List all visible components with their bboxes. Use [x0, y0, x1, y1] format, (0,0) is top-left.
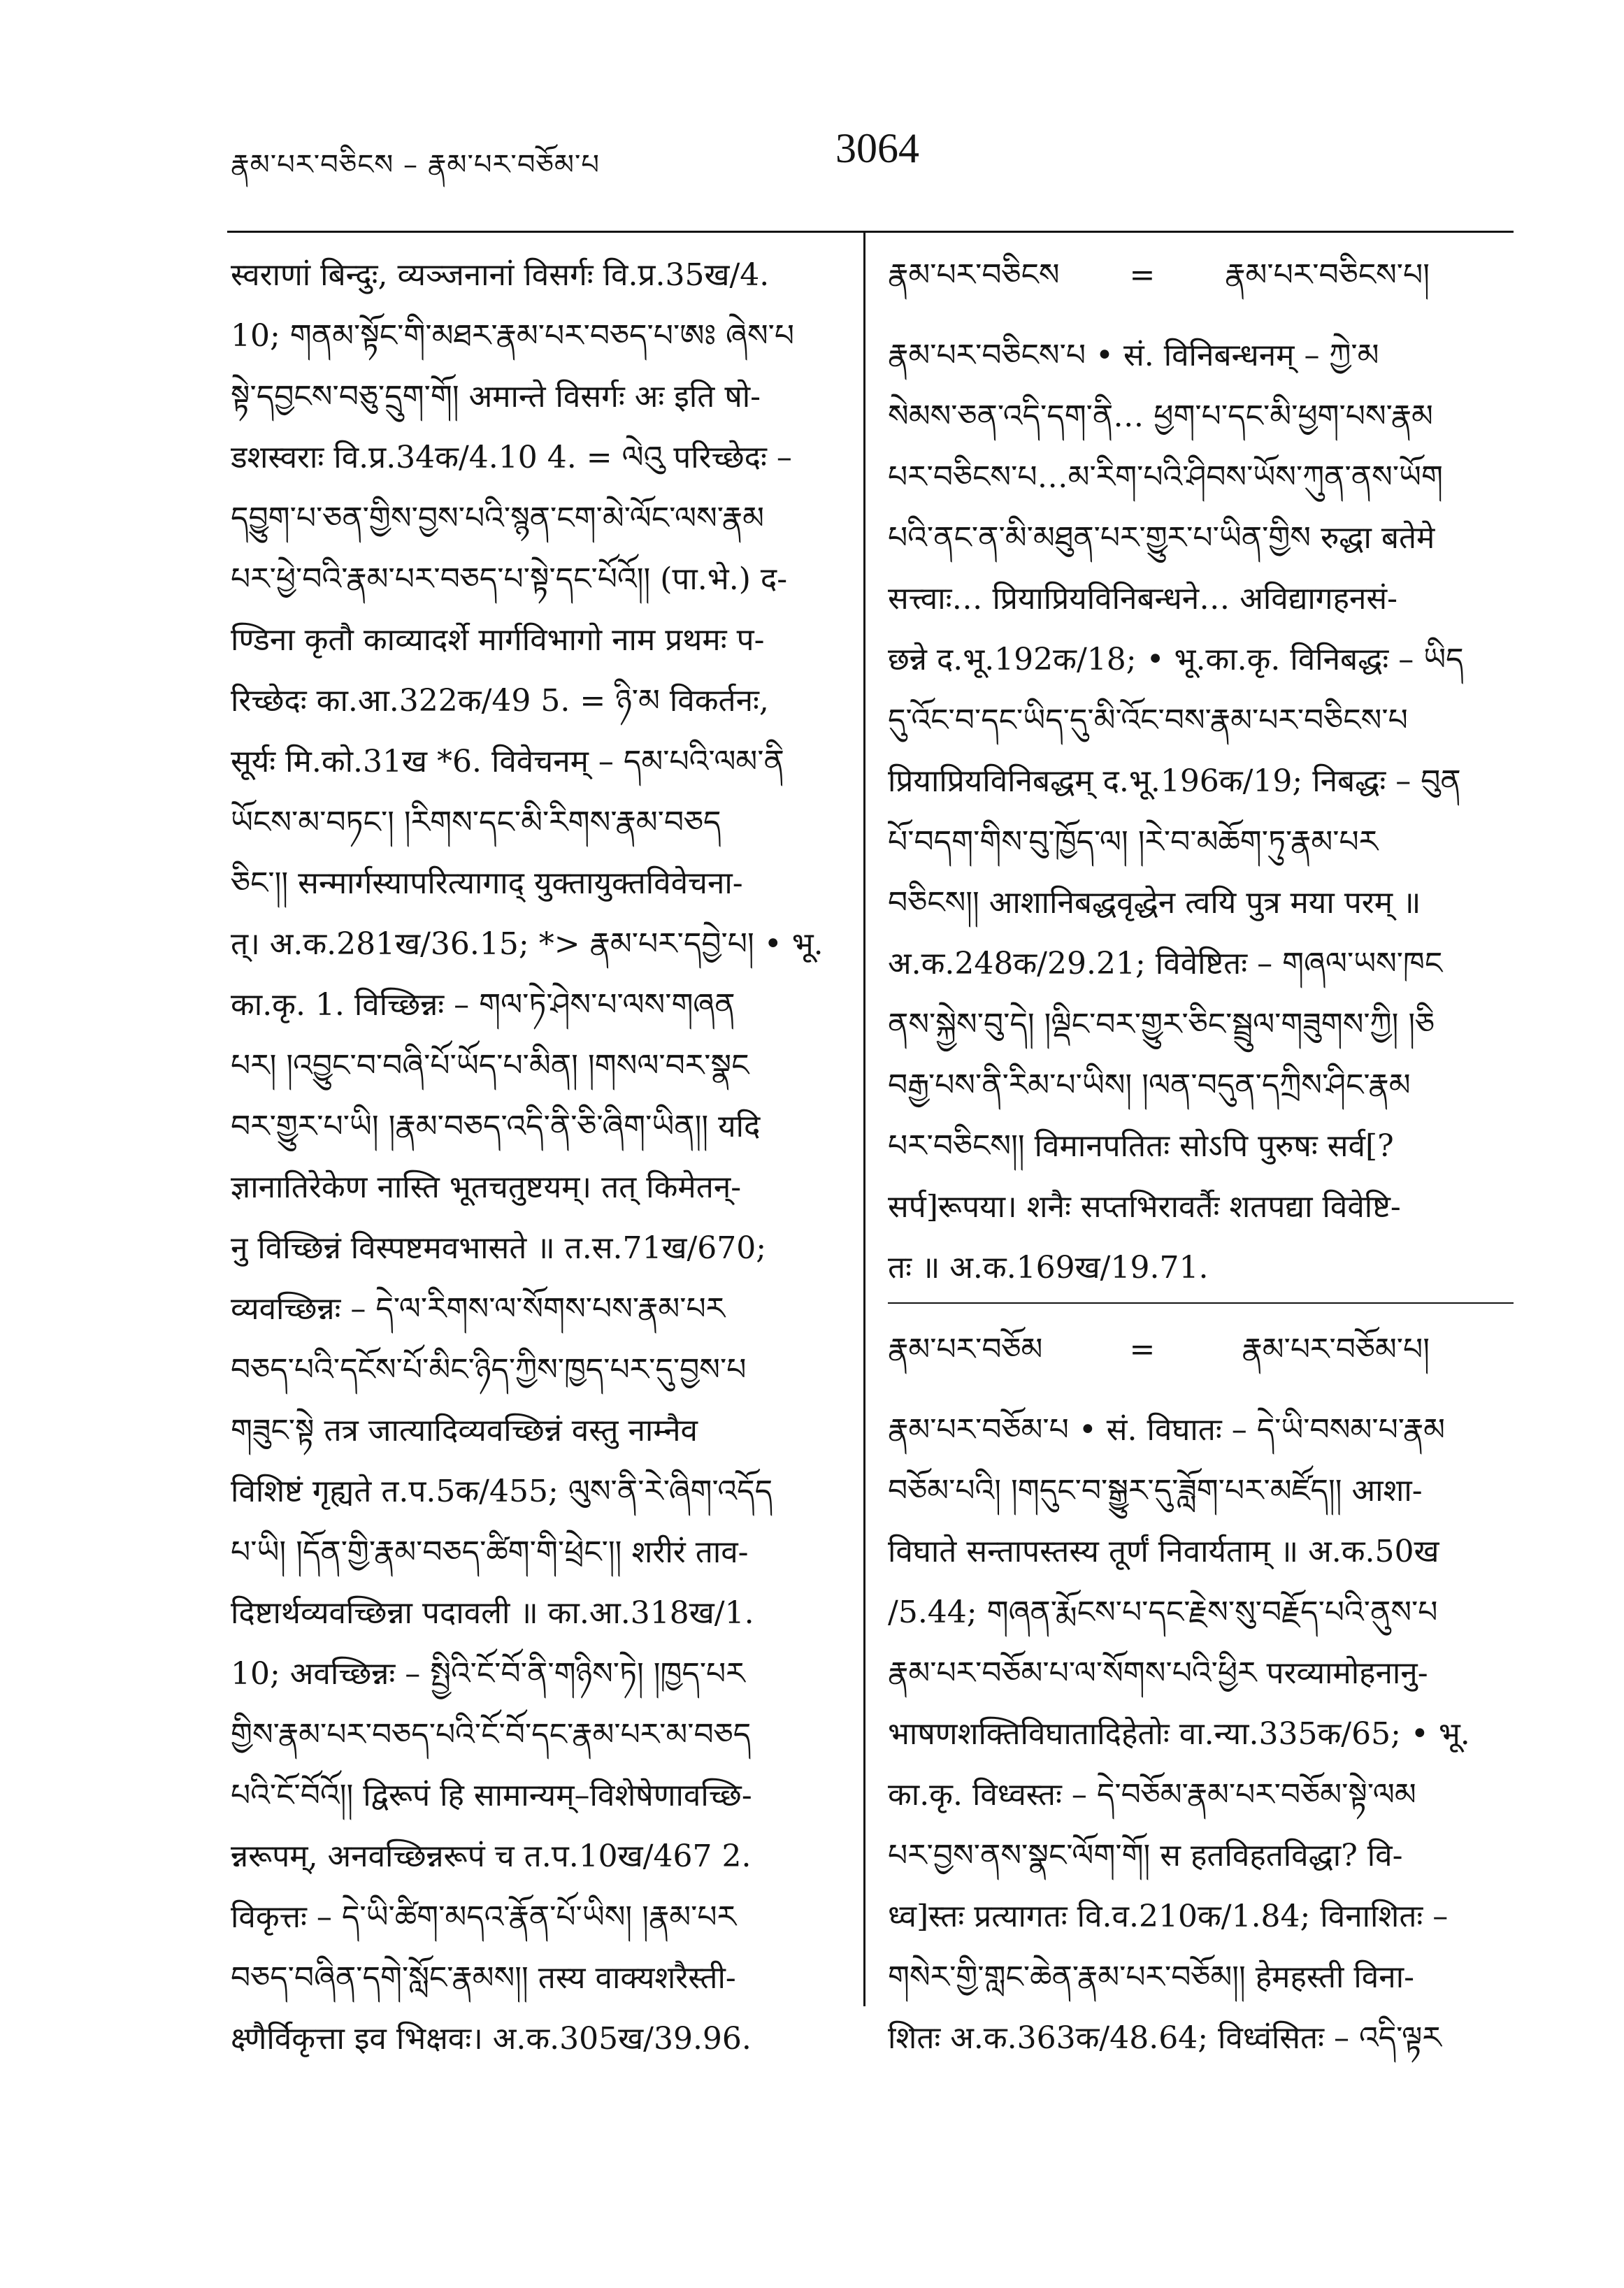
- entry-header: [888, 245, 1514, 305]
- entry-headword: རྣམ་པར་བཅིངས: [888, 257, 1060, 293]
- left-line: པར་ཕྱེ་བའི་རྣམ་པར་བཅད་པ་སྟེ་དང་པོའོ།། (पा.भे.) द-: [231, 561, 788, 597]
- entry-line: ध्व]स्तः प्रत्यागतः वि.व.210क/1.84; विनाशितः –: [888, 1899, 1449, 1934]
- entry-line: པར་བྱས་ནས་སྣང་ལོག་གོ། स हतविहतविद्धा? वि-: [888, 1838, 1403, 1873]
- left-line: डशस्वराः वि.प्र.34क/4.10 4. = ལེའུ परिच्छेदः –: [231, 440, 792, 475]
- left-line: བར་གྱུར་པ་ཡི། །རྣམ་བཅད་འདི་ནི་ཅི་ཞིག་ཡིན།། यदि: [231, 1109, 761, 1144]
- entry-line: विघाते सन्तापस्तस्य तूर्णं निवार्यताम् ॥ अ.क.50ख: [888, 1534, 1439, 1569]
- left-line: नु विच्छिन्नं विस्पष्टमवभासते ॥ त.स.71ख/670;: [231, 1230, 767, 1266]
- left-line: क्ष्णैर्विकृत्ता इव भिक्षवः। अ.क.305ख/39.96.: [231, 2021, 752, 2057]
- entry-synonym: རྣམ་པར་བཅིངས་པ།: [1225, 257, 1430, 293]
- left-line: བཅད་བཞིན་དགེ་སློང་རྣམས།། तस्य वाक्यशरैस्ती-: [231, 1960, 736, 1996]
- left-line: विशिष्टं गृह्यते त.प.5क/455; ལུས་ནི་རེ་ཞིག་འདོད: [231, 1474, 773, 1509]
- entry-synonym: རྣམ་པར་བཅོམ་པ།: [1242, 1332, 1430, 1367]
- running-head: རྣམ་པར་བཅིངས – རྣམ་པར་བཅོམ་པ: [231, 149, 601, 181]
- entry-line: པོ་བདག་གིས་བུ་ཁྱོད་ལ། །རེ་བ་མཆོག་ཏུ་རྣམ་པར: [888, 824, 1379, 860]
- entry-headword: རྣམ་པར་བཅོམ: [888, 1332, 1043, 1367]
- left-line: སྟེ་དབྱངས་བཅུ་དྲུག་གོ། अमान्ते विसर्गः अः इति षो-: [231, 379, 761, 415]
- entry-line: ནས་སྐྱེས་བུ་དེ། །ལྡིང་བར་གྱུར་ཅིང་སྦྲུལ་གཟུགས་ཀྱི། །ཅི: [888, 1007, 1435, 1042]
- left-line: 10; अवच्छिन्नः – སྤྱིའི་ངོ་བོ་ནི་གཉིས་ཏེ། །ཁྱད་པར: [231, 1656, 745, 1692]
- right-column: [888, 245, 1514, 2068]
- entry-line: རྣམ་པར་བཅོམ་པ • सं. विघातः – དེ་ཡི་བསམ་པ་རྣམ: [888, 1412, 1446, 1448]
- left-line: ण्डिना कृतौ काव्यादर्शे मार्गविभागो नाम प्रथमः प-: [231, 622, 765, 658]
- left-line: ज्ञानातिरेकेण नास्ति भूतचतुष्टयम्। तत् किमेतन्-: [231, 1170, 742, 1205]
- left-line: གྱིས་རྣམ་པར་བཅད་པའི་ངོ་བོ་དང་རྣམ་པར་མ་བཅད: [231, 1717, 752, 1753]
- entry-line: པའི་ནང་ན་མི་མཐུན་པར་གྱུར་པ་ཡིན་གྱིས रुद्धा बतेमे: [888, 520, 1435, 556]
- left-line: ཡོངས་མ་བཏང་། །རིགས་དང་མི་རིགས་རྣམ་བཅད: [231, 805, 721, 840]
- left-line: न्नरूपम्, अनवच्छिन्नरूपं च त.प.10ख/467 2.: [231, 1839, 752, 1874]
- left-line: བཅད་པའི་དངོས་པོ་མིང་ཉིད་ཀྱིས་ཁྱད་པར་དུ་བྱས་པ: [231, 1352, 747, 1388]
- entry-line: རྣམ་པར་བཅིངས་པ • सं. विनिबन्धनम् – ཀྱེ་མ: [888, 338, 1379, 373]
- entry-line: का.कृ. विध्वस्तः – དེ་བཅོམ་རྣམ་པར་བཅོམ་སྟེ་ལམ: [888, 1777, 1416, 1813]
- entry-line: བཅིངས།། आशानिबद्धवृद्धेन त्वयि पुत्र मया परम् ॥: [888, 885, 1421, 921]
- left-line: का.कृ. 1. विच्छिन्नः – གལ་ཏེ་ཤེས་པ་ལས་གཞན: [231, 987, 735, 1023]
- header-rule: [227, 231, 1514, 233]
- entry-line: བརྒྱ་པས་ནི་རིམ་པ་ཡིས། །ལན་བདུན་དཀྲིས་ཤིང་རྣམ: [888, 1067, 1411, 1103]
- left-line: པར། །འབྱུང་བ་བཞི་པོ་ཡོད་པ་མིན། །གསལ་བར་སྣང: [231, 1048, 749, 1084]
- left-line: रिच्छेदः का.आ.322क/49 5. = ཉི་མ विकर्तनः,: [231, 683, 769, 719]
- entry-separator: [888, 1302, 1514, 1304]
- left-line: གཟུང་སྟེ तत्र जात्यादिव्यवच्छिन्नं वस्तु नाम्नैव: [231, 1413, 698, 1448]
- entry-line: བཅོམ་པའི། །གདུང་བ་སྒྱུར་དུ་ཟློག་པར་མཛོད།། आशा-: [888, 1473, 1423, 1509]
- left-line: व्यवच्छिन्नः – དེ་ལ་རིགས་ལ་སོགས་པས་རྣམ་པར: [231, 1291, 726, 1327]
- entry-line: རྣམ་པར་བཅོམ་པ་ལ་སོགས་པའི་ཕྱིར परव्यामोहनानु-: [888, 1655, 1428, 1691]
- entry-line: གསེར་གྱི་གླང་ཆེན་རྣམ་པར་བཅོམ།། हेमहस्ती विना-: [888, 1959, 1414, 1995]
- left-line: དབྱུག་པ་ཅན་གྱིས་བྱས་པའི་སྙན་ངག་མེ་ལོང་ལས་རྣམ: [231, 501, 765, 536]
- entry-line: སེམས་ཅན་འདི་དག་ནི… ཕྱག་པ་དང་མི་ཕྱག་པས་རྣམ: [888, 398, 1433, 434]
- entry-line: सत्त्वाः… प्रियाप्रियविनिबन्धने… अविद्यागहनसं-: [888, 581, 1397, 617]
- entry-line: དུ་འོང་བ་དང་ཡིད་དུ་མི་འོང་བས་རྣམ་པར་བཅིངས་པ: [888, 703, 1408, 738]
- entry-line: शितः अ.क.363क/48.64; विध्वंसितः – འདི་ལྟར: [888, 2020, 1442, 2056]
- entry-header: [888, 1319, 1514, 1380]
- left-column: [231, 245, 846, 2069]
- entry-line: པར་བཅིངས།། विमानपतितः सोऽपि पुरुषः सर्व[?: [888, 1128, 1394, 1164]
- entry-line: तः ॥ अ.क.169ख/19.71.: [888, 1250, 1209, 1286]
- entry-line: प्रियाप्रियविनिबद्धम् द.भू.196क/19; निबद्धः – བུན: [888, 763, 1461, 799]
- entry-line: པར་བཅིངས་པ…མ་རིག་པའི་ཤིབས་ཡོས་ཀུན་ནས་ཡོག: [888, 459, 1443, 495]
- left-line: ཅིང་།། सन्मार्गस्यापरित्यागाद् युक्तायुक्तविवेचना-: [231, 865, 743, 901]
- left-line: པ་ཡི། །དོན་གྱི་རྣམ་བཅད་ཚིག་གི་ཕྲེང་།། शरीरं ताव-: [231, 1534, 749, 1570]
- equals-sign: =: [1129, 1332, 1156, 1367]
- entry-line: भाषणशक्तिविघातादिहेतोः वा.न्या.335क/65; • भू.: [888, 1716, 1470, 1752]
- left-line: པའི་ངོ་བོའོ།། द्विरूपं हि सामान्यम्–विशेषेणावच्छि-: [231, 1778, 752, 1813]
- left-line: विकृत्तः – དེ་ཡི་ཚིག་མདའ་རྣོན་པོ་ཡིས། །རྣམ་པར: [231, 1899, 737, 1935]
- column-divider: [863, 231, 865, 2006]
- left-line: त्। अ.क.281ख/36.15; *> རྣམ་པར་དབྱེ་པ། • भू.: [231, 926, 824, 962]
- entry-line: /5.44; གཞན་རྨོངས་པ་དང་རྗེས་སུ་བརྗོད་པའི་ནུས་པ: [888, 1595, 1438, 1630]
- left-line: सूर्यः मि.को.31ख *6. विवेचनम् – དམ་པའི་ལམ་ནི: [231, 744, 784, 779]
- left-line: स्वराणां बिन्दुः, व्यञ्जनानां विसर्गः वि.प्र.35ख/4.: [231, 257, 770, 293]
- left-line: दिष्टार्थव्यवच्छिन्ना पदावली ॥ का.आ.318ख/1.: [231, 1595, 754, 1631]
- entry-line: सर्प]रूपया। शनैः सप्तभिरावर्तैः शतपद्या विवेष्टि-: [888, 1189, 1401, 1225]
- entry-line: छन्ने द.भू.192क/18; • भू.का.कृ. विनिबद्धः – ཡིད: [888, 642, 1464, 677]
- equals-sign: =: [1129, 257, 1156, 293]
- page-number: 3064: [835, 125, 919, 171]
- left-line: 10; གནམ་སྟོང་གི་མཐར་རྣམ་པར་བཅད་པ་ཨཿ ཞེས་པ: [231, 318, 795, 354]
- entry-line: अ.क.248क/29.21; विवेष्टितः – གཞལ་ཡས་ཁང: [888, 946, 1443, 981]
